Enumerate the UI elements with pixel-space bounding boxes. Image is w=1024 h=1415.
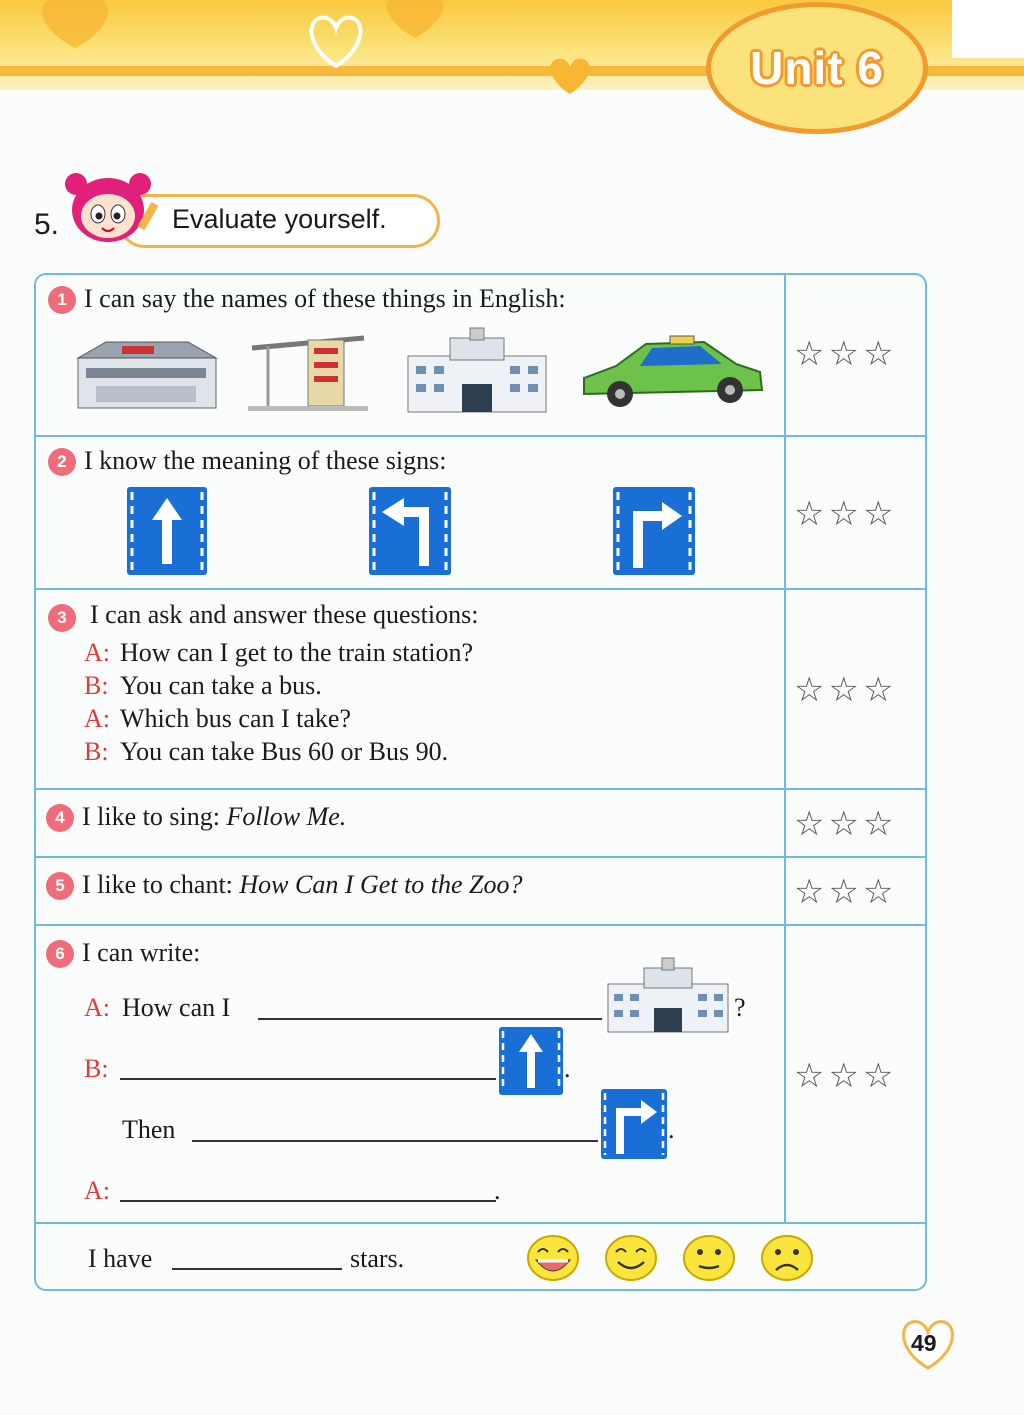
neutral-face-icon[interactable] <box>682 1234 736 1282</box>
smiling-face-icon[interactable] <box>604 1234 658 1282</box>
dialogue-speaker: A: <box>84 638 110 667</box>
item-number-badge: 6 <box>46 940 74 968</box>
row-divider <box>36 788 925 790</box>
row-divider <box>36 435 925 437</box>
item-number-badge: 1 <box>48 286 76 314</box>
turn-left-sign-icon <box>368 486 452 576</box>
page-number: 49 <box>911 1330 937 1356</box>
item-5-text <box>82 870 523 900</box>
turn-right-sign-icon <box>612 486 696 576</box>
dialogue-speaker: B: <box>84 737 109 766</box>
dialogue-line: You can take Bus 60 or Bus 90. <box>120 737 449 766</box>
unit-badge <box>706 2 928 134</box>
item-4-label: I like to sing: <box>82 802 227 831</box>
bus-stop-icon <box>248 334 368 412</box>
taxi-icon <box>576 332 766 412</box>
period: . <box>494 1176 501 1205</box>
chant-title: How Can I Get to the Zoo? <box>239 870 523 899</box>
column-divider <box>784 275 786 1223</box>
star-rating-2[interactable]: ☆☆☆ <box>794 496 898 533</box>
star-rating-6[interactable]: ☆☆☆ <box>794 1058 898 1095</box>
item-number-badge: 3 <box>48 604 76 632</box>
turn-right-sign-icon <box>600 1088 668 1160</box>
write-blank[interactable] <box>192 1140 598 1142</box>
mascot-girl-icon <box>62 172 162 252</box>
laughing-face-icon[interactable] <box>526 1234 580 1282</box>
stars-count-blank[interactable] <box>172 1268 342 1270</box>
write-blank[interactable] <box>120 1078 496 1080</box>
hospital-icon <box>406 326 548 414</box>
item-1-text: I can say the names of these things in English: <box>84 284 566 313</box>
write-blank[interactable] <box>258 1018 602 1020</box>
write-prompt: How can I <box>122 993 231 1022</box>
write-speaker: B: <box>84 1054 109 1083</box>
exercise-title: Evaluate yourself. <box>172 204 387 234</box>
sad-face-icon[interactable] <box>760 1234 814 1282</box>
exercise-number: 5. <box>34 208 60 241</box>
then-label: Then <box>122 1115 176 1144</box>
question-mark: ? <box>734 993 746 1022</box>
go-straight-sign-icon <box>498 1026 564 1096</box>
heart-icon <box>544 54 596 96</box>
item-number-badge: 4 <box>46 804 74 832</box>
dialogue-line: You can take a bus. <box>120 671 322 700</box>
period: . <box>564 1054 571 1083</box>
row-divider <box>36 1222 925 1224</box>
heart-icon <box>304 12 368 68</box>
dialogue-line: How can I get to the train station? <box>120 638 474 667</box>
item-4-text <box>82 802 346 832</box>
star-rating-4[interactable]: ☆☆☆ <box>794 806 898 843</box>
heart-icon <box>30 0 120 50</box>
item-2-text: I know the meaning of these signs: <box>84 446 447 475</box>
row-divider <box>36 856 925 858</box>
item-6-text: I can write: <box>82 938 201 967</box>
write-blank[interactable] <box>120 1200 496 1202</box>
go-straight-sign-icon <box>126 486 208 576</box>
song-title: Follow Me. <box>226 802 347 831</box>
row-divider <box>36 924 925 926</box>
train-station-icon <box>76 336 218 410</box>
write-speaker: A: <box>84 1176 110 1205</box>
i-have-label: I have <box>88 1244 153 1273</box>
dialogue-speaker: B: <box>84 671 109 700</box>
corner-blank <box>952 0 1024 58</box>
item-3-text: I can ask and answer these questions: <box>90 600 479 629</box>
stars-label: stars. <box>350 1244 405 1273</box>
star-rating-5[interactable]: ☆☆☆ <box>794 874 898 911</box>
dialogue-speaker: A: <box>84 704 110 733</box>
star-rating-1[interactable]: ☆☆☆ <box>794 336 898 373</box>
star-rating-3[interactable]: ☆☆☆ <box>794 672 898 709</box>
write-speaker: A: <box>84 993 110 1022</box>
hospital-icon <box>606 956 730 1034</box>
period: . <box>668 1115 675 1144</box>
unit-label: Unit 6 <box>750 42 884 94</box>
row-divider <box>36 588 925 590</box>
item-number-badge: 5 <box>46 872 74 900</box>
dialogue-line: Which bus can I take? <box>120 704 352 733</box>
item-number-badge: 2 <box>48 448 76 476</box>
item-5-label: I like to chant: <box>82 870 240 899</box>
heart-icon <box>380 0 450 40</box>
